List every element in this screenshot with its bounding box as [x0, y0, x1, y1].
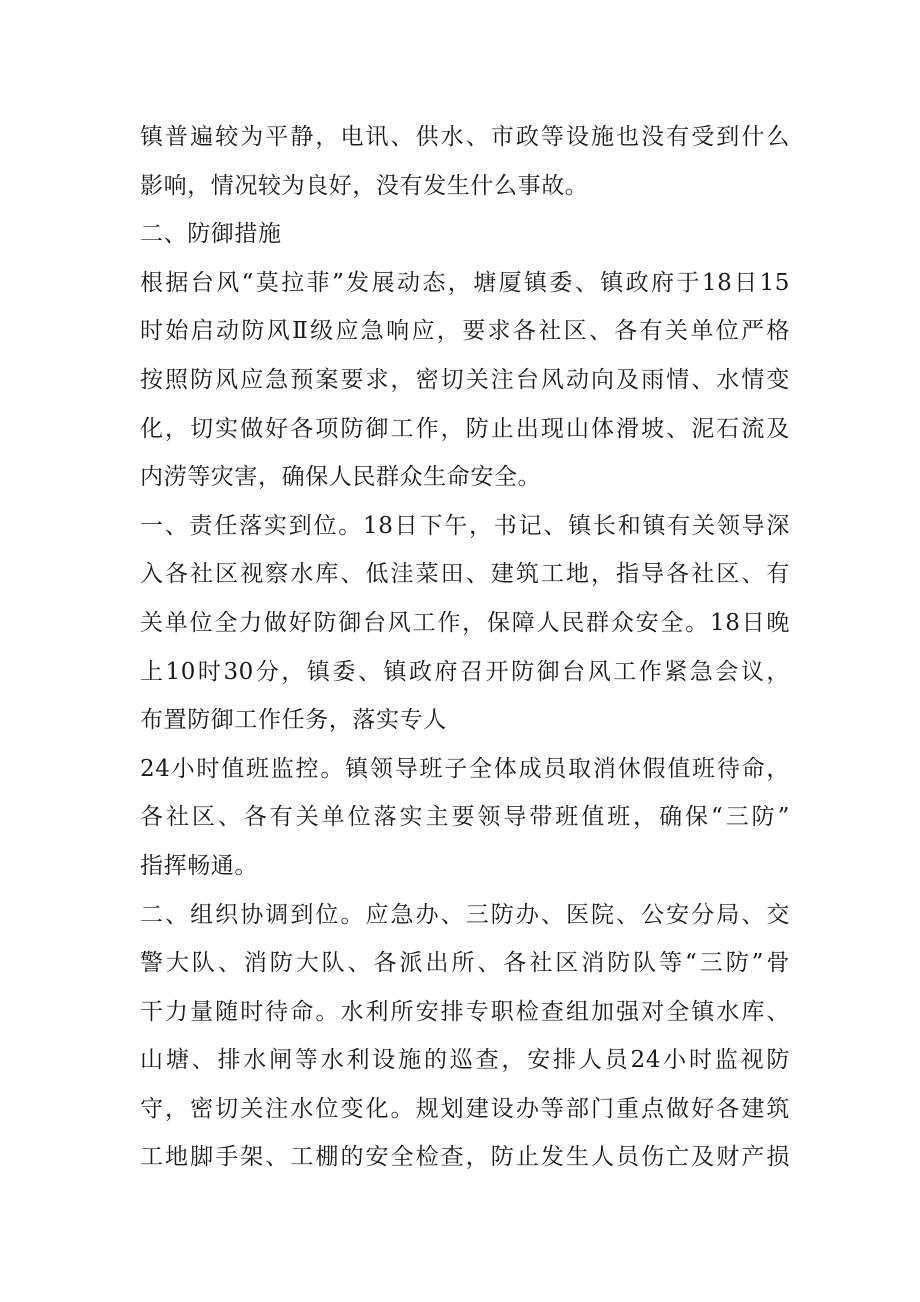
text-line: 关单位全力做好防御台风工作，保障人民群众安全。18日晚	[140, 609, 790, 636]
text-line: 化，切实做好各项防御工作，防止出现山体滑坡、泥石流及	[140, 415, 790, 442]
text-line: 内涝等灾害，确保人民群众生命安全。	[140, 464, 542, 491]
text-line: 上10时30分，镇委、镇政府召开防御台风工作紧急会议，	[140, 658, 790, 685]
text-line: 根据台风“莫拉菲”发展动态，塘厦镇委、镇政府于18日15	[140, 269, 790, 296]
text-line: 影响，情况较为良好，没有发生什么事故。	[140, 172, 589, 199]
text-line: 镇普遍较为平静，电讯、供水、市政等设施也没有受到什么	[140, 124, 790, 150]
text-line: 指挥畅通。	[140, 852, 258, 879]
text-line: 警大队、消防大队、各派出所、各社区消防队等“三防”骨	[140, 950, 790, 977]
text-line: 干力量随时待命。水利所安排专职检查组加强对全镇水库、	[140, 998, 790, 1025]
document-body	[140, 113, 790, 1182]
text-line: 山塘、排水闸等水利设施的巡查，安排人员24小时监视防	[140, 1047, 790, 1074]
text-line: 24小时值班监控。镇领导班子全体成员取消休假值班待命，	[140, 755, 790, 782]
text-line: 二、防御措施	[140, 221, 282, 248]
text-line: 一、责任落实到位。18日下午，书记、镇长和镇有关领导深	[140, 512, 790, 539]
text-line: 时始启动防风Ⅱ级应急响应，要求各社区、各有关单位严格	[140, 318, 790, 345]
text-line: 二、组织协调到位。应急办、三防办、医院、公安分局、交	[140, 901, 790, 928]
text-line: 布置防御工作任务，落实专人	[140, 707, 447, 734]
text-line: 按照防风应急预案要求，密切关注台风动向及雨情、水情变	[140, 366, 790, 393]
text-line: 守，密切关注水位变化。规划建设办等部门重点做好各建筑	[140, 1095, 790, 1122]
text-line: 各社区、各有关单位落实主要领导带班值班，确保“三防”	[140, 804, 790, 831]
text-line: 入各社区视察水库、低洼菜田、建筑工地，指导各社区、有	[140, 561, 790, 588]
text-line: 工地脚手架、工棚的安全检查，防止发生人员伤亡及财产损	[140, 1144, 790, 1171]
